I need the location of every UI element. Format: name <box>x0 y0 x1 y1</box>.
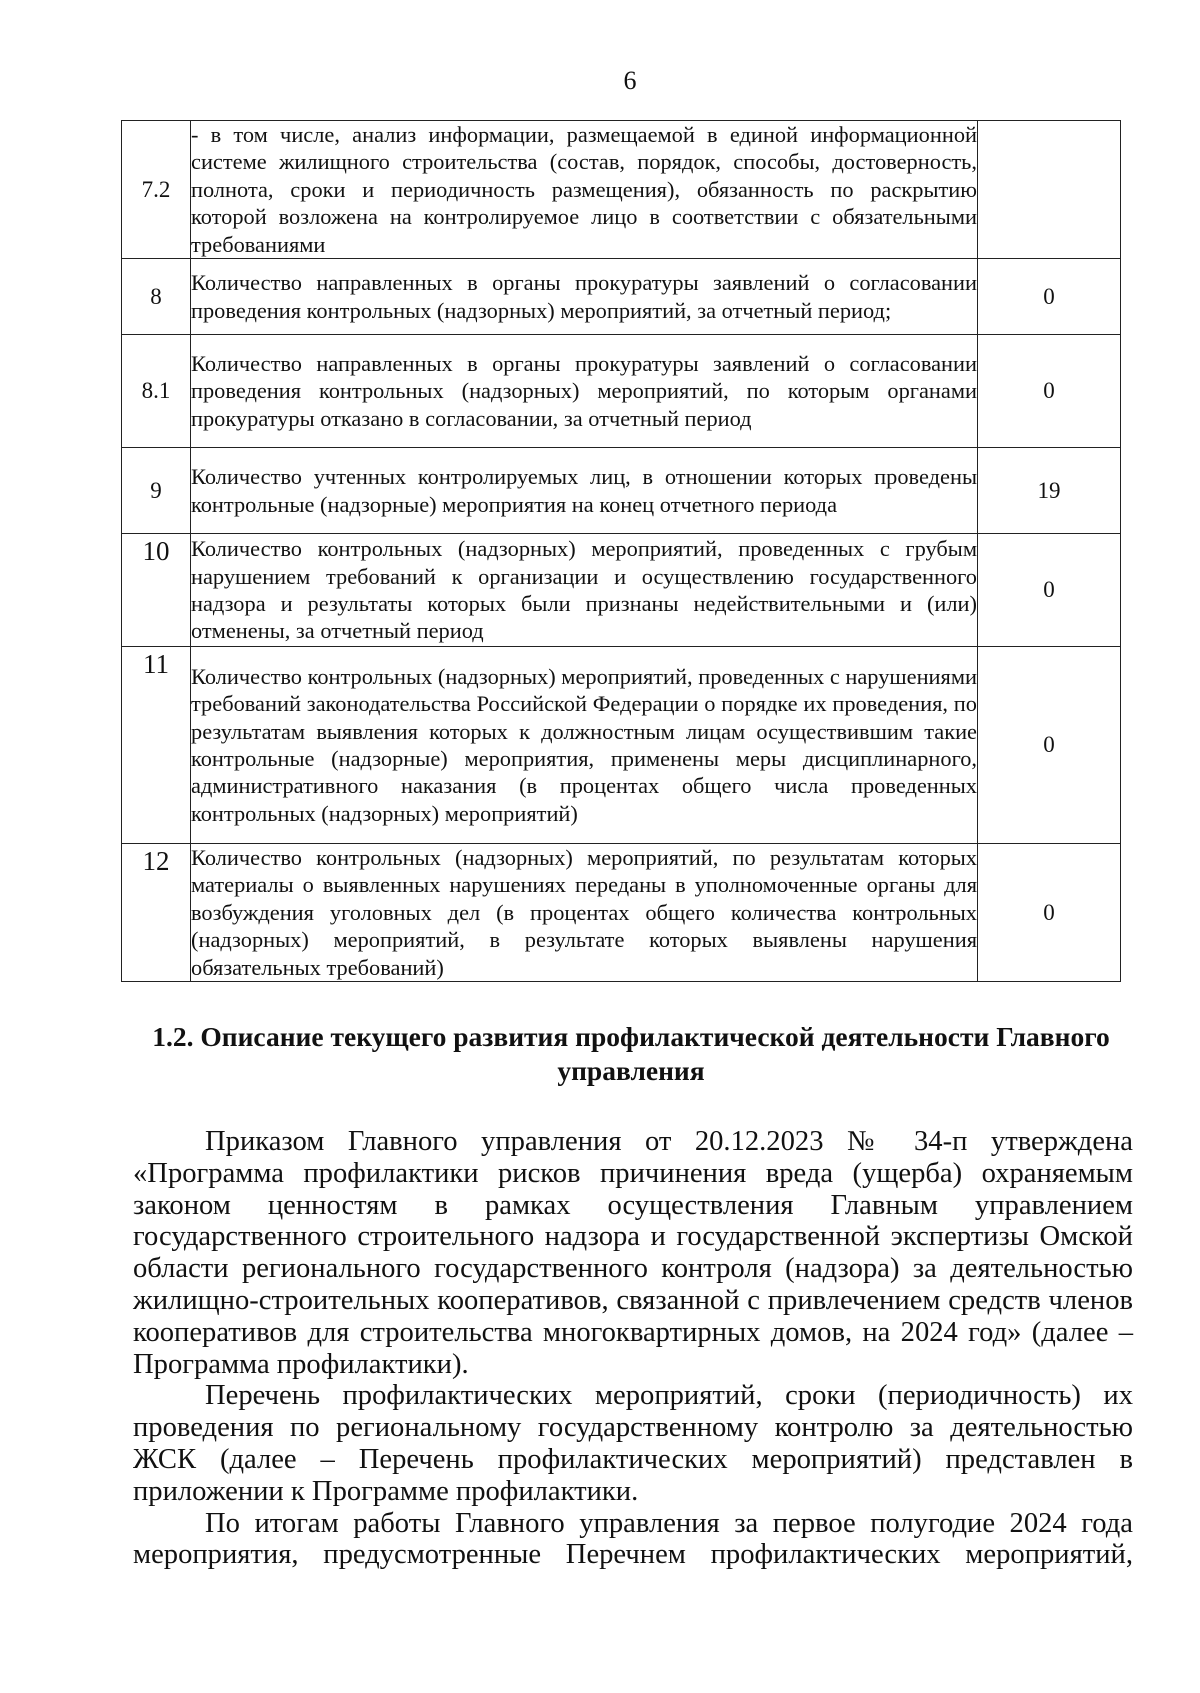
table-row <box>122 121 1121 259</box>
row-description: Количество контрольных (надзорных) мероприятий, по результатам которых материалы о выявленных нарушениях переданы в уполномоченные органы для возбуждения уголовных дел (в процентах общего количества контрольных (надзорных) мероприятий, в результате которых выявлены нарушения обязательных требований) <box>191 845 977 980</box>
row-value: 0 <box>978 647 1121 844</box>
table-row <box>122 335 1121 448</box>
row-description: Количество учтенных контролируемых лиц, в отношении которых проведены контрольные (надзорные) мероприятия на конец отчетного периода <box>191 448 978 534</box>
report-table <box>121 120 1121 982</box>
row-value: 0 <box>978 259 1121 335</box>
table-row <box>122 259 1121 335</box>
row-description: Количество контрольных (надзорных) мероприятий, проведенных с грубым нарушением требований к организации и осуществлению государственного надзора и результаты которых были признаны недействительными и (или) отменены, за отчетный период <box>191 534 978 647</box>
row-number: 11 <box>122 647 191 844</box>
row-description: - в том числе, анализ информации, размещаемой в единой информационной системе жилищного строительства (состав, порядок, способы, достоверность, полнота, сроки и периодичность размещения), обязанность по раскрытию которой возложена на контролируемое лицо в соответствии с обязательными требованиями <box>191 122 977 257</box>
row-value <box>978 121 1121 259</box>
row-number: 12 <box>122 844 191 982</box>
table-row <box>122 647 1121 844</box>
row-description: Количество направленных в органы прокуратуры заявлений о согласовании проведения контрольных (надзорных) мероприятий, по которым органами прокуратуры отказано в согласовании, за отчетный период <box>191 335 978 448</box>
section-body <box>133 1126 1133 1571</box>
paragraph: По итогам работы Главного управления за первое полугодие 2024 года мероприятия, предусмотренные Перечнем профилактических мероприятий, <box>133 1507 1133 1571</box>
paragraph: Перечень профилактических мероприятий, сроки (периодичность) их проведения по региональному государственному контролю за деятельностью ЖСК (далее – Перечень профилактических мероприятий) представлен в приложении к Программе профилактики. <box>133 1380 1133 1507</box>
row-description: Количество направленных в органы прокуратуры заявлений о согласовании проведения контрольных (надзорных) мероприятий, за отчетный период; <box>191 259 978 335</box>
row-number: 8 <box>122 259 191 335</box>
row-number: 8.1 <box>122 335 191 448</box>
section-heading: 1.2. Описание текущего развития профилактической деятельности Главного управления <box>152 1021 1110 1086</box>
row-number: 10 <box>122 534 191 647</box>
table-row <box>122 844 1121 982</box>
page-number: 6 <box>623 66 637 95</box>
table-row <box>122 448 1121 534</box>
row-value: 0 <box>978 335 1121 448</box>
row-value: 0 <box>978 534 1121 647</box>
row-number: 9 <box>122 448 191 534</box>
table-row <box>122 534 1121 647</box>
row-value: 0 <box>978 844 1121 982</box>
row-description: Количество контрольных (надзорных) мероприятий, проведенных с нарушениями требований законодательства Российской Федерации о порядке их проведения, по результатам выявления которых к должностным лицам осуществившим такие контрольные (надзорные) мероприятия, применены меры дисциплинарного, административного наказания (в процентах общего числа проведенных контрольных (надзорных) мероприятий) <box>191 647 978 844</box>
row-number: 7.2 <box>122 121 191 259</box>
paragraph: Приказом Главного управления от 20.12.2023 № 34-п утверждена «Программа профилактики рисков причинения вреда (ущерба) охраняемым законом ценностям в рамках осуществления Главным управлением государственного строительного надзора и государственной экспертизы Омской области регионального государственного контроля (надзора) за деятельностью жилищно-строительных кооперативов, связанной с привлечением средств членов кооперативов для строительства многоквартирных домов, на 2024 год» (далее – Программа профилактики). <box>133 1126 1133 1380</box>
row-value: 19 <box>978 448 1121 534</box>
